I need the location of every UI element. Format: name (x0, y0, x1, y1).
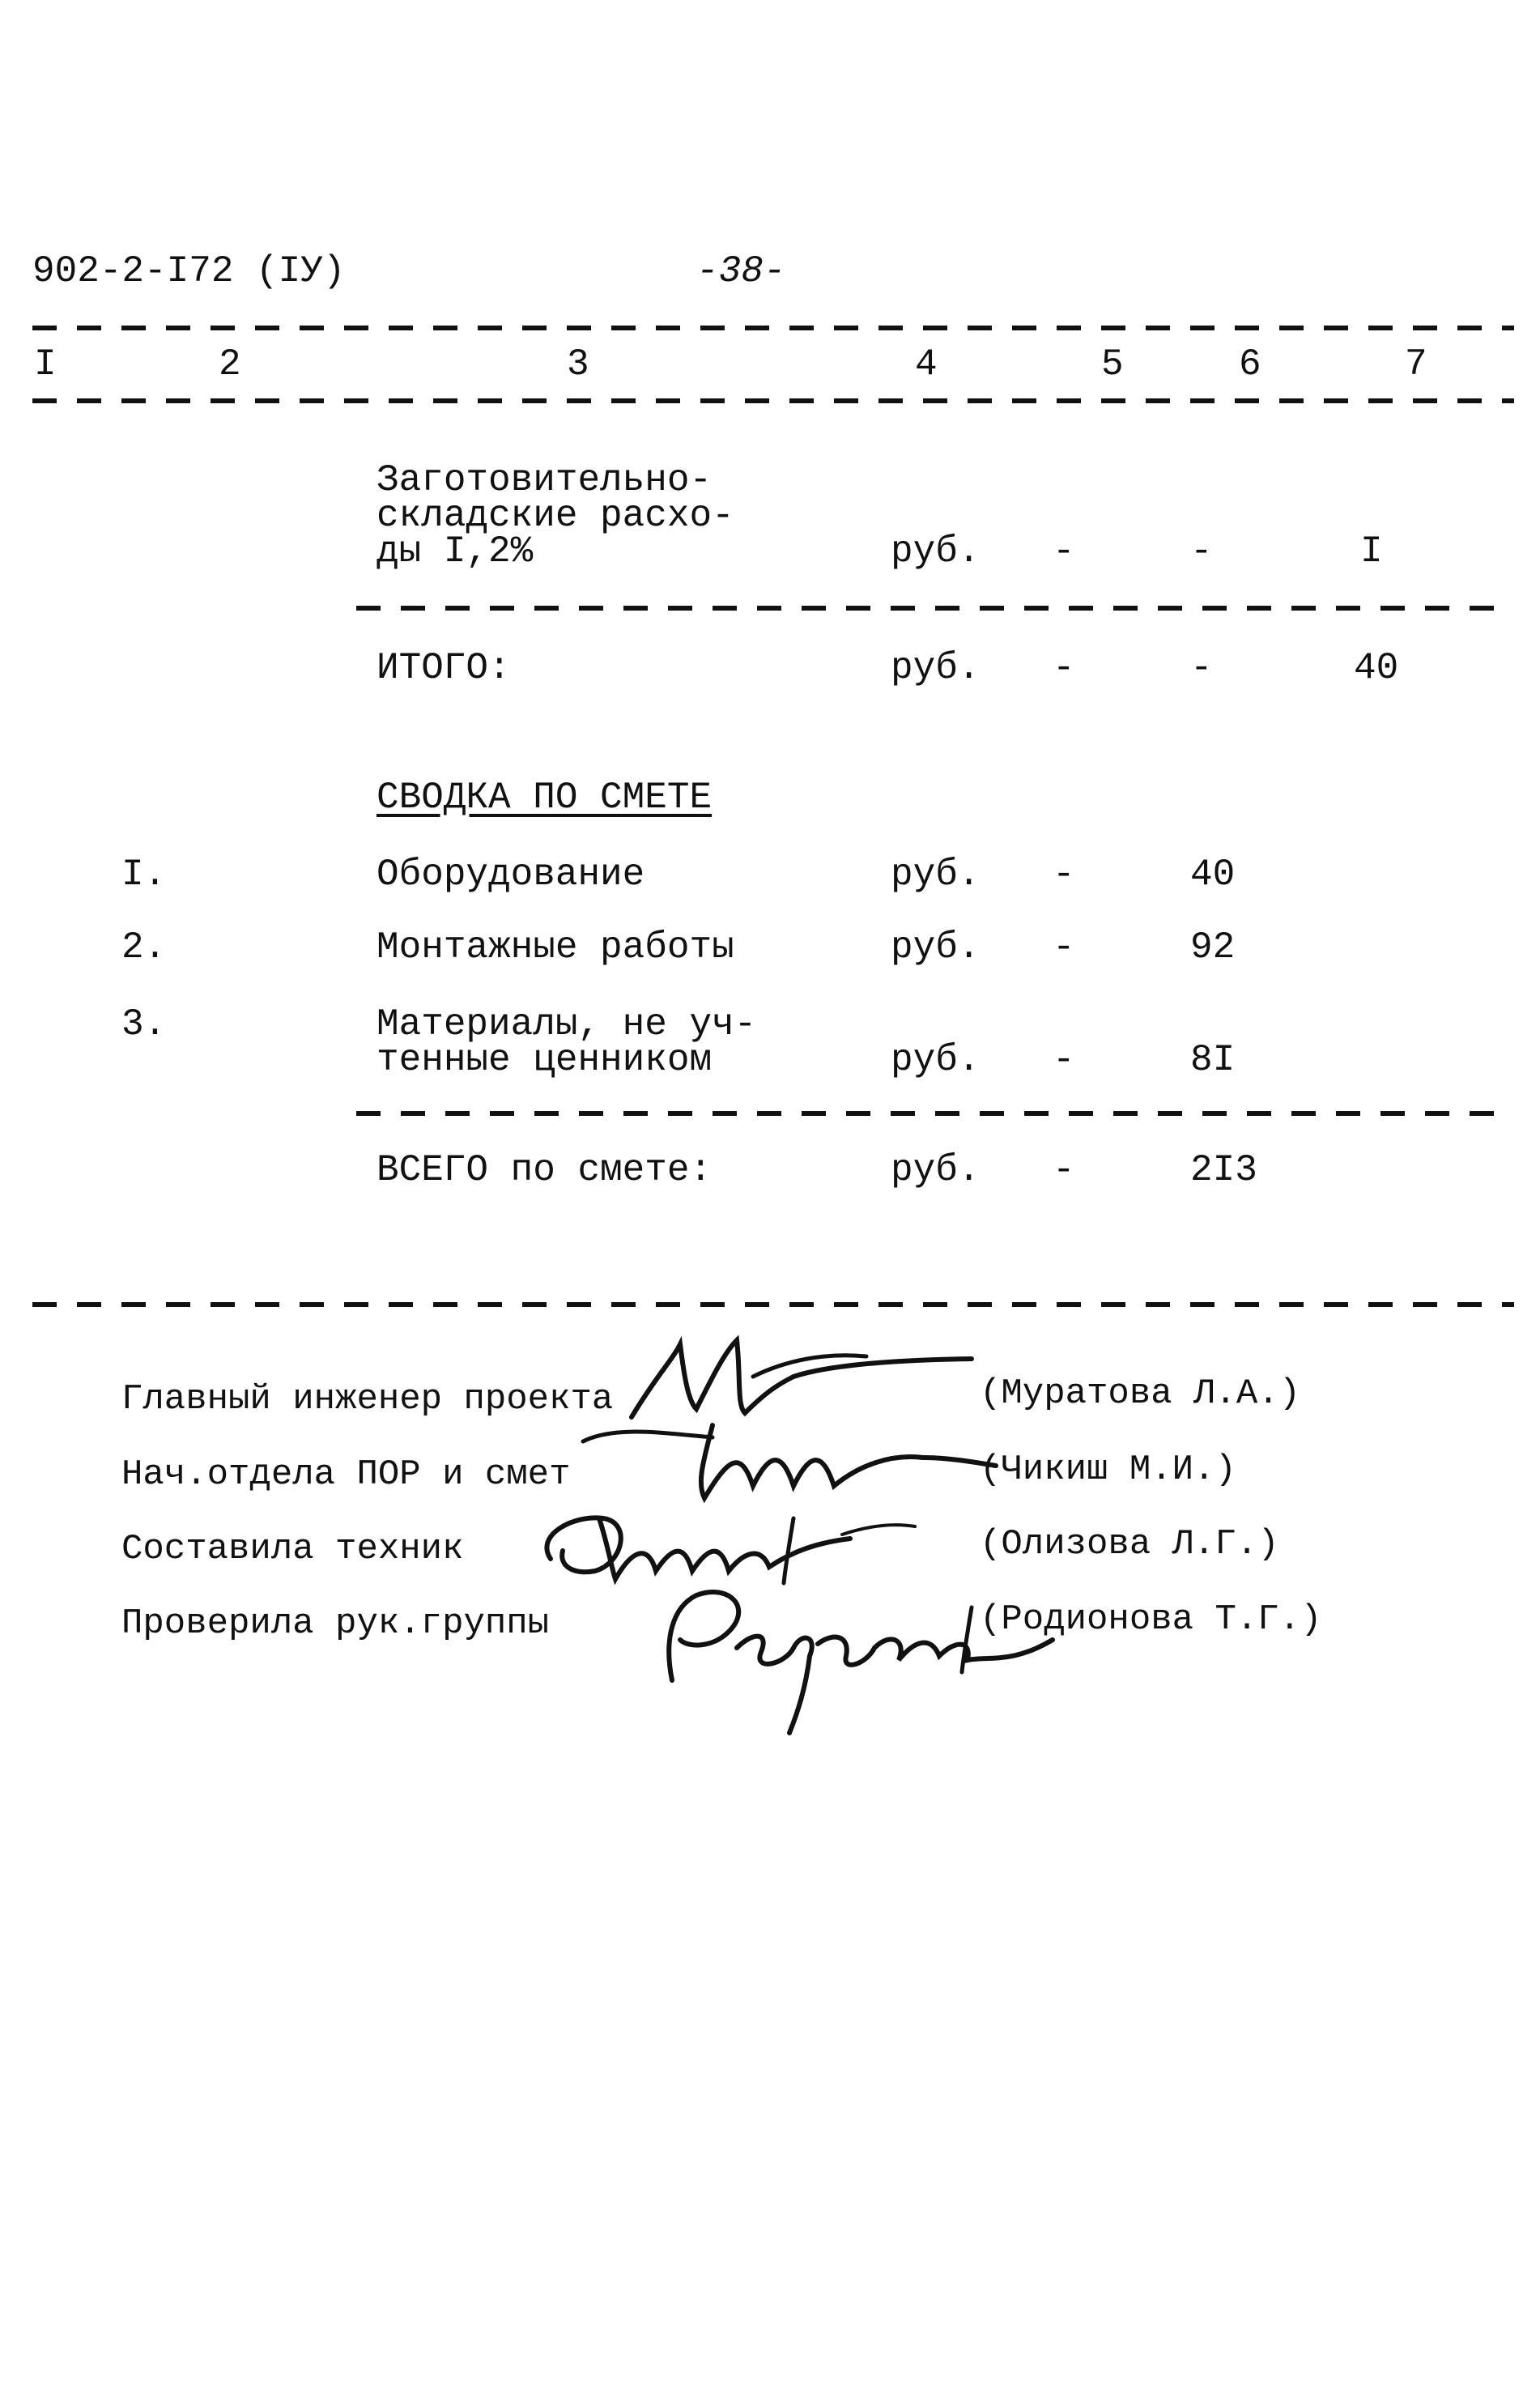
signature-role: Составила техник (121, 1529, 464, 1569)
summary-item-col5: - (1053, 1039, 1075, 1081)
summary-total-unit: руб. (891, 1149, 981, 1191)
row-col6: - (1190, 530, 1213, 573)
row-unit: руб. (891, 647, 981, 689)
signature-name: (Муратова Л.А.) (980, 1373, 1301, 1414)
summary-item-col6: 92 (1190, 926, 1236, 968)
page-number: -38- (696, 250, 786, 292)
document-code: 902-2-I72 (IУ) (32, 250, 346, 292)
signature-role: Проверила рук.группы (121, 1603, 550, 1644)
summary-item-number: 3. (121, 1003, 167, 1045)
summary-separator (356, 1111, 1514, 1116)
signature-name: (Олизова Л.Г.) (980, 1524, 1279, 1564)
summary-item-col5: - (1053, 854, 1075, 896)
column-header-6: 6 (1239, 343, 1261, 385)
row-col5: - (1053, 530, 1075, 573)
header-bottom-rule (32, 398, 1514, 403)
summary-item-label: Материалы, не уч- (376, 1003, 757, 1045)
row-col5: - (1053, 647, 1075, 689)
row-description-line: ды I,2% (376, 530, 534, 573)
column-header-7: 7 (1405, 343, 1427, 385)
signature-role: Главный инженер проекта (121, 1379, 614, 1420)
summary-item-number: I. (121, 854, 167, 896)
subtotal-label: ИТОГО: (376, 647, 511, 689)
signature-role: Нач.отдела ПОР и смет (121, 1454, 571, 1495)
column-header-1: I (34, 343, 57, 385)
column-header-3: 3 (567, 343, 589, 385)
summary-item-col6: 8I (1190, 1039, 1236, 1081)
signature-name: (Чикиш М.И.) (980, 1450, 1236, 1490)
row-unit: руб. (891, 530, 981, 573)
summary-item-number: 2. (121, 926, 167, 968)
handwritten-signature-2 (567, 1409, 1004, 1514)
summary-title: СВОДКА ПО СМЕТЕ (376, 777, 713, 819)
summary-item-col5: - (1053, 926, 1075, 968)
summary-item-label: Монтажные работы (376, 926, 734, 968)
row-col7: 40 (1354, 647, 1399, 689)
summary-item-unit: руб. (891, 1039, 981, 1081)
summary-item-col6: 40 (1190, 854, 1236, 896)
summary-item-unit: руб. (891, 854, 981, 896)
column-header-5: 5 (1101, 343, 1124, 385)
column-header-2: 2 (219, 343, 241, 385)
summary-total-col6: 2I3 (1190, 1149, 1257, 1191)
summary-item-unit: руб. (891, 926, 981, 968)
row-description-line: складские расхо- (376, 495, 734, 537)
row-col6: - (1190, 647, 1213, 689)
signatures-top-rule (32, 1302, 1514, 1307)
column-header-4: 4 (915, 343, 938, 385)
summary-item-label: тенные ценником (376, 1039, 713, 1081)
summary-total-label: ВСЕГО по смете: (376, 1149, 713, 1191)
summary-item-label: Оборудование (376, 854, 645, 896)
handwritten-signature-4 (648, 1575, 1069, 1737)
row-description-line: Заготовительно- (376, 459, 713, 501)
row-col7: I (1360, 530, 1383, 573)
summary-total-col5: - (1053, 1149, 1075, 1191)
row-separator (356, 606, 1514, 611)
signature-name: (Родионова Т.Г.) (980, 1599, 1322, 1640)
header-top-rule (32, 326, 1514, 330)
